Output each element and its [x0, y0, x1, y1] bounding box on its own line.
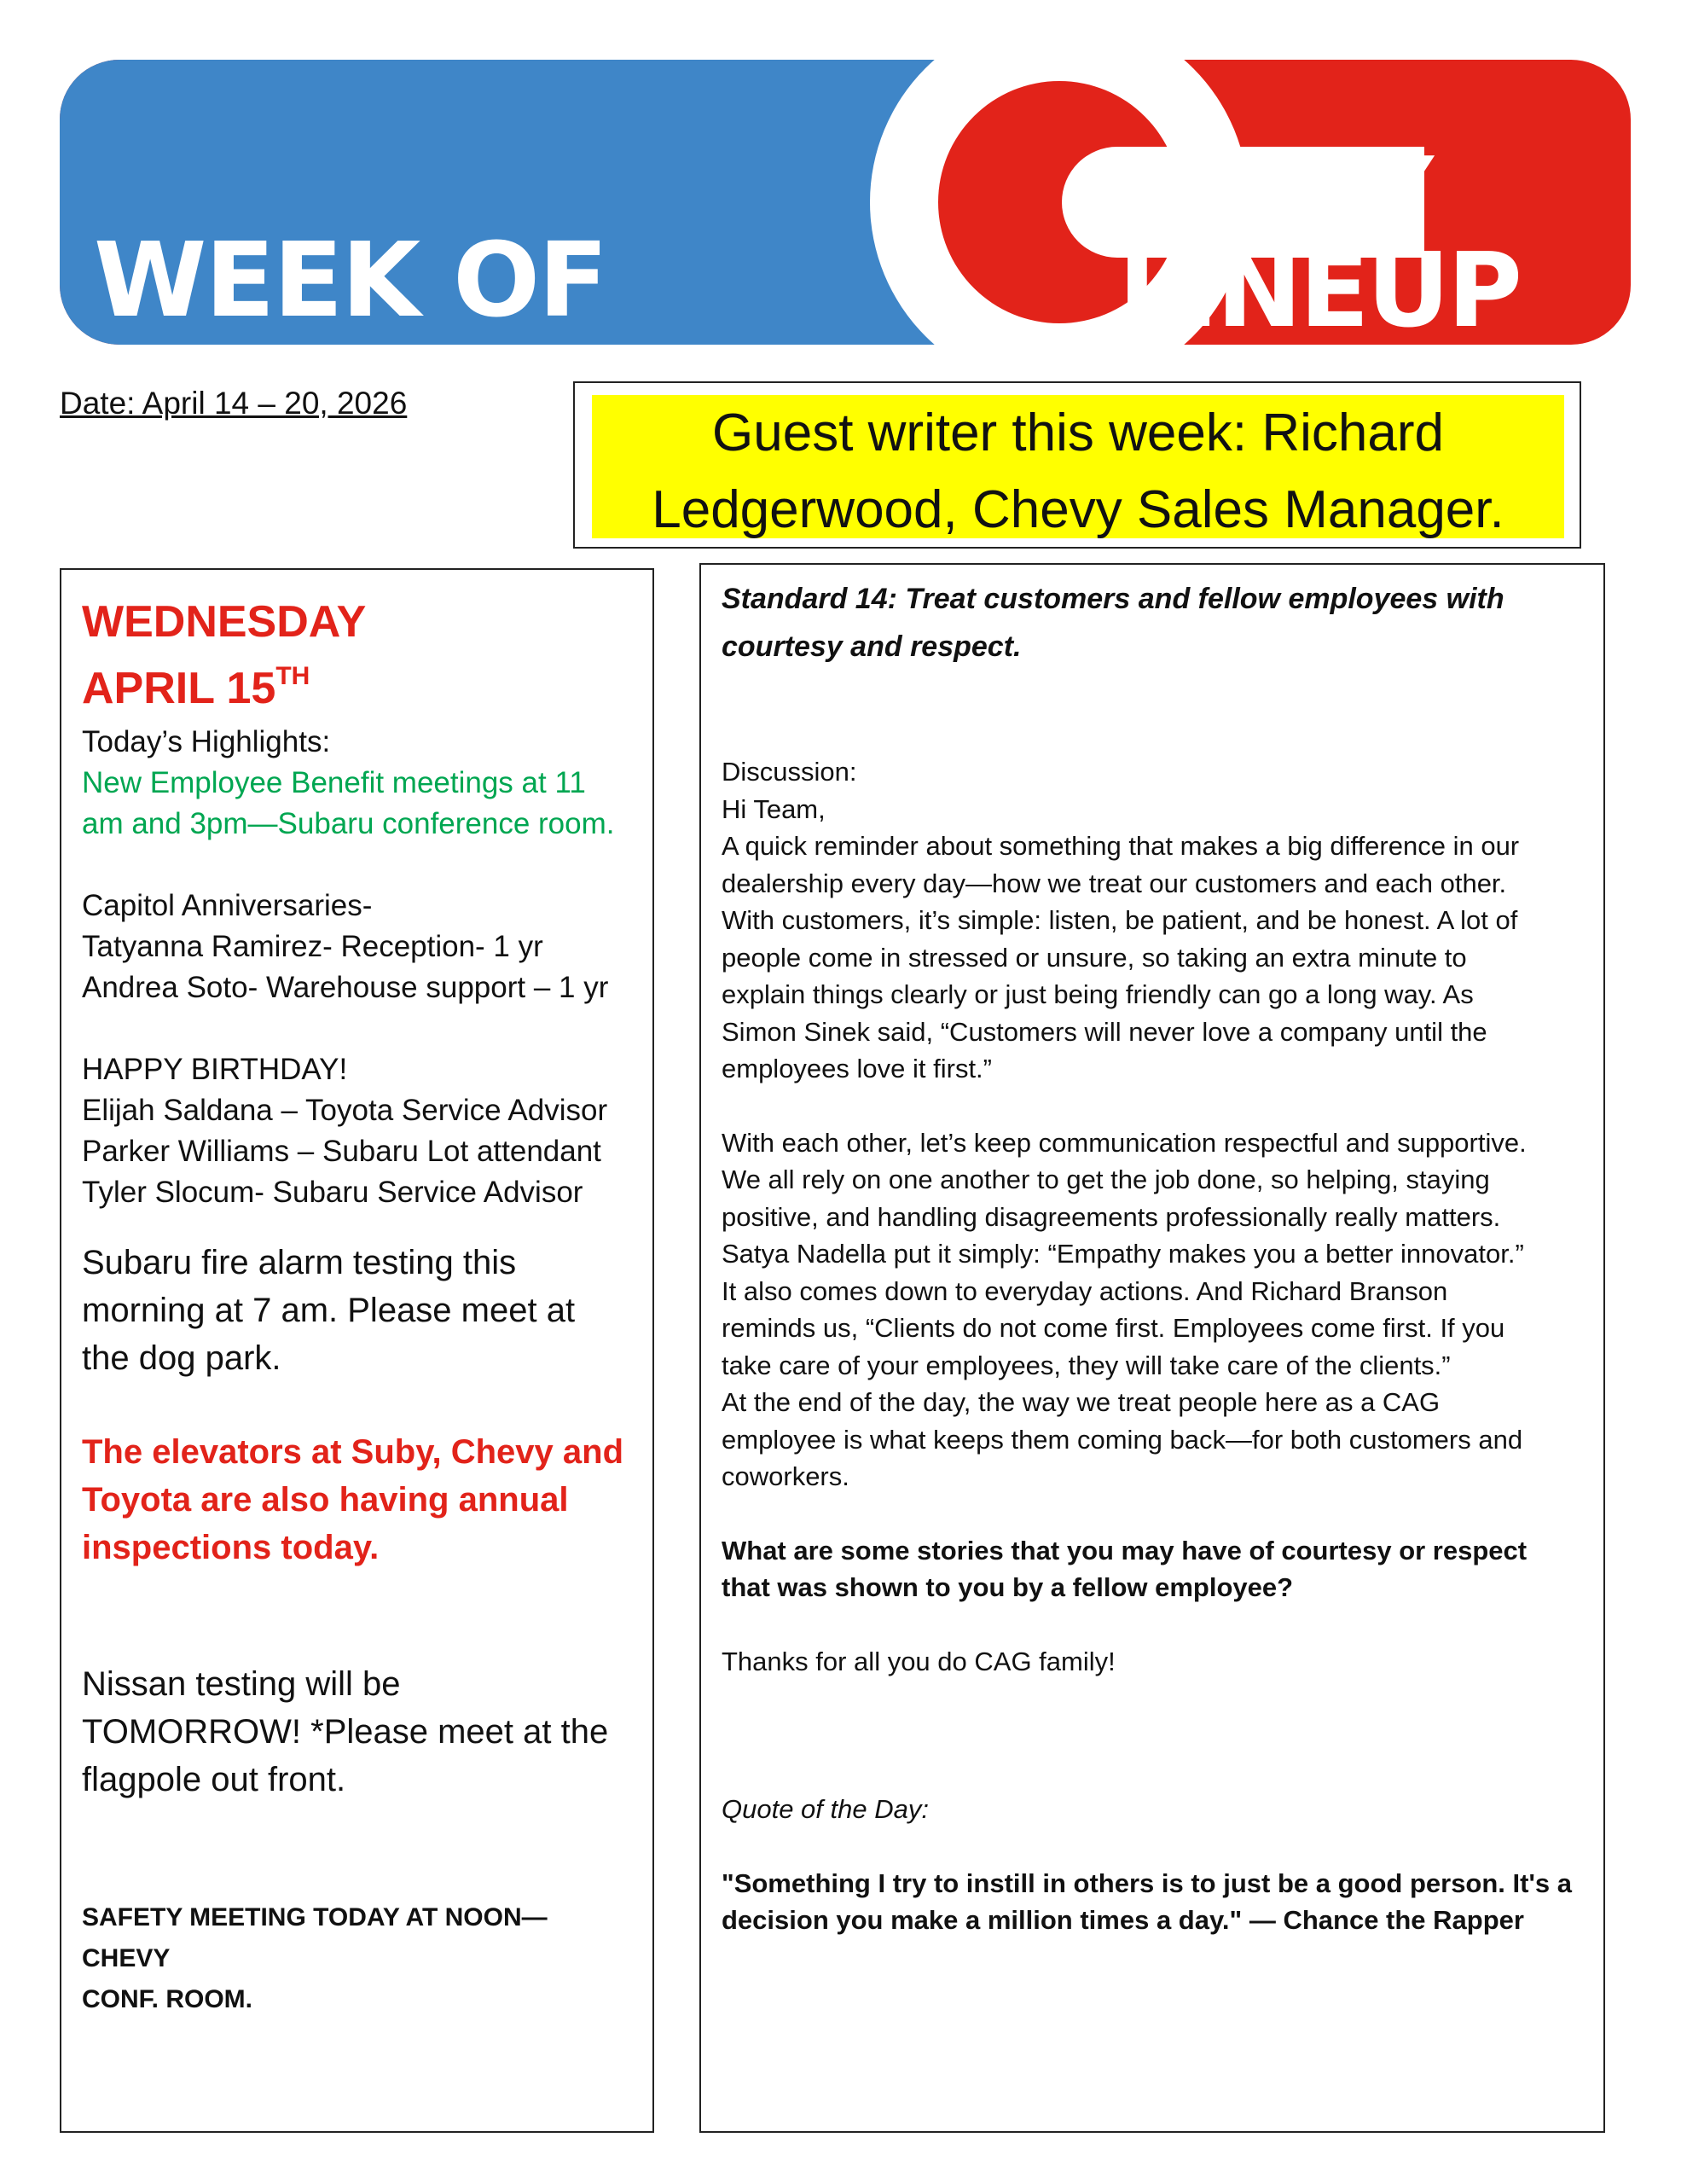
question-line: What are some stories that you may have of courtesy or respect	[722, 1535, 1528, 1565]
paragraph-coworkers	[722, 1124, 1585, 1496]
safety-line: SAFETY MEETING TODAY AT NOON—CHEVY	[82, 1903, 548, 1972]
question-line: that was shown to you by a fellow employee?	[722, 1572, 1294, 1602]
nissan-line: TOMORROW! *Please meet at the	[82, 1713, 609, 1751]
fire-alarm-line: morning at 7 am. Please meet at	[82, 1292, 576, 1329]
nissan-line: flagpole out front.	[82, 1761, 346, 1798]
day-date-text: APRIL 15	[82, 664, 276, 713]
elevator-line: Toyota are also having annual	[82, 1481, 569, 1519]
daily-notes-panel	[60, 568, 654, 2133]
anniversary-item: Andrea Soto- Warehouse support – 1 yr	[82, 971, 609, 1004]
day-date-suffix: TH	[275, 662, 310, 690]
safety-line: CONF. ROOM.	[82, 1985, 252, 2013]
discussion-label: Discussion:	[722, 757, 857, 787]
birthday-item: Parker Williams – Subaru Lot attendant	[82, 1135, 601, 1168]
quote-line: "Something I try to instill in others is to just be a good person. It's a	[722, 1867, 1572, 1898]
highlight-line: New Employee Benefit meetings at 11	[82, 766, 586, 799]
paragraph-line: coworkers.	[722, 1461, 849, 1491]
guest-writer-line-1: Guest writer this week: Richard	[712, 404, 1444, 462]
paragraph-line: It also comes down to everyday actions. And Richard Branson	[722, 1275, 1448, 1306]
standard-heading-line: Standard 14: Treat customers and fellow employees with	[722, 583, 1504, 615]
paragraph-line: With each other, let’s keep communication respectful and supportive.	[722, 1127, 1527, 1158]
header-banner	[60, 60, 1631, 351]
quote-of-the-day	[722, 1865, 1585, 1939]
banner-week-of-text: WEEK OF	[94, 222, 607, 340]
nissan-notice	[82, 1660, 632, 1804]
paragraph-line: Simon Sinek said, “Customers will never love a company until the	[722, 1016, 1487, 1047]
anniversaries-label: Capitol Anniversaries-	[82, 889, 373, 922]
fire-alarm-line: the dog park.	[82, 1339, 281, 1377]
guest-writer-highlight	[592, 395, 1564, 538]
nissan-line: Nissan testing will be	[82, 1665, 401, 1703]
standard-heading-line: courtesy and respect.	[722, 630, 1022, 663]
paragraph-line: dealership every day—how we treat our customers and each other.	[722, 868, 1507, 898]
fire-alarm-line: Subaru fire alarm testing this	[82, 1244, 517, 1281]
paragraph-line: Satya Nadella put it simply: “Empathy makes you a better innovator.”	[722, 1239, 1524, 1269]
paragraph-line: explain things clearly or just being friendly can go a long way. As	[722, 979, 1474, 1009]
banner-lineup-line: LINEUP	[1118, 231, 1520, 351]
discussion-panel	[699, 563, 1605, 2133]
paragraph-line: employee is what keeps them coming back—for both customers and	[722, 1424, 1523, 1455]
birthday-item: Elijah Saldana – Toyota Service Advisor	[82, 1094, 608, 1127]
day-date	[82, 655, 632, 722]
banner-daily-line: DAILY	[1118, 136, 1431, 255]
paragraph-line: We all rely on one another to get the job done, so helping, staying	[722, 1165, 1490, 1194]
paragraph-line: With customers, it’s simple: listen, be patient, and be honest. A lot of	[722, 905, 1518, 935]
elevator-line: The elevators at Suby, Chevy and	[82, 1433, 624, 1471]
elevator-line: inspections today.	[82, 1529, 380, 1566]
highlights-label: Today’s Highlights:	[82, 725, 331, 758]
paragraph-customers	[722, 828, 1585, 1088]
highlight-line: am and 3pm—Subaru conference room.	[82, 807, 615, 840]
guest-writer-box	[573, 381, 1581, 549]
birthday-label: HAPPY BIRTHDAY!	[82, 1053, 348, 1086]
greeting: Hi Team,	[722, 793, 826, 824]
safety-meeting-notice	[82, 1897, 632, 2020]
elevator-notice	[82, 1428, 632, 1571]
day-name: WEDNESDAY	[82, 597, 367, 647]
discussion-question	[722, 1532, 1585, 1606]
paragraph-line: people come in stressed or unsure, so taking an extra minute to	[722, 942, 1467, 973]
paragraph-line: A quick reminder about something that makes a big difference in our	[722, 831, 1520, 861]
birthday-item: Tyler Slocum- Subaru Service Advisor	[82, 1176, 583, 1209]
quote-line: decision you make a million times a day." — Chance the Rapper	[722, 1905, 1524, 1935]
paragraph-line: positive, and handling disagreements professionally really matters.	[722, 1201, 1501, 1232]
paragraph-line: employees love it first.”	[722, 1054, 992, 1083]
date-range: Date: April 14 – 20, 2026	[60, 386, 408, 421]
anniversary-item: Tatyanna Ramirez- Reception- 1 yr	[82, 930, 543, 963]
fire-alarm-notice	[82, 1239, 632, 1382]
paragraph-line: At the end of the day, the way we treat people here as a CAG	[722, 1387, 1441, 1417]
paragraph-line: reminds us, “Clients do not come first. Employees come first. If you	[722, 1313, 1505, 1343]
day-heading	[82, 589, 632, 722]
banner-daily-lineup-text	[1118, 136, 1520, 351]
quote-label: Quote of the Day:	[722, 1794, 929, 1824]
thanks-line: Thanks for all you do CAG family!	[722, 1646, 1116, 1676]
guest-writer-line-2: Ledgerwood, Chevy Sales Manager.	[652, 480, 1504, 539]
paragraph-line: take care of your employees, they will take care of the clients.”	[722, 1350, 1451, 1380]
